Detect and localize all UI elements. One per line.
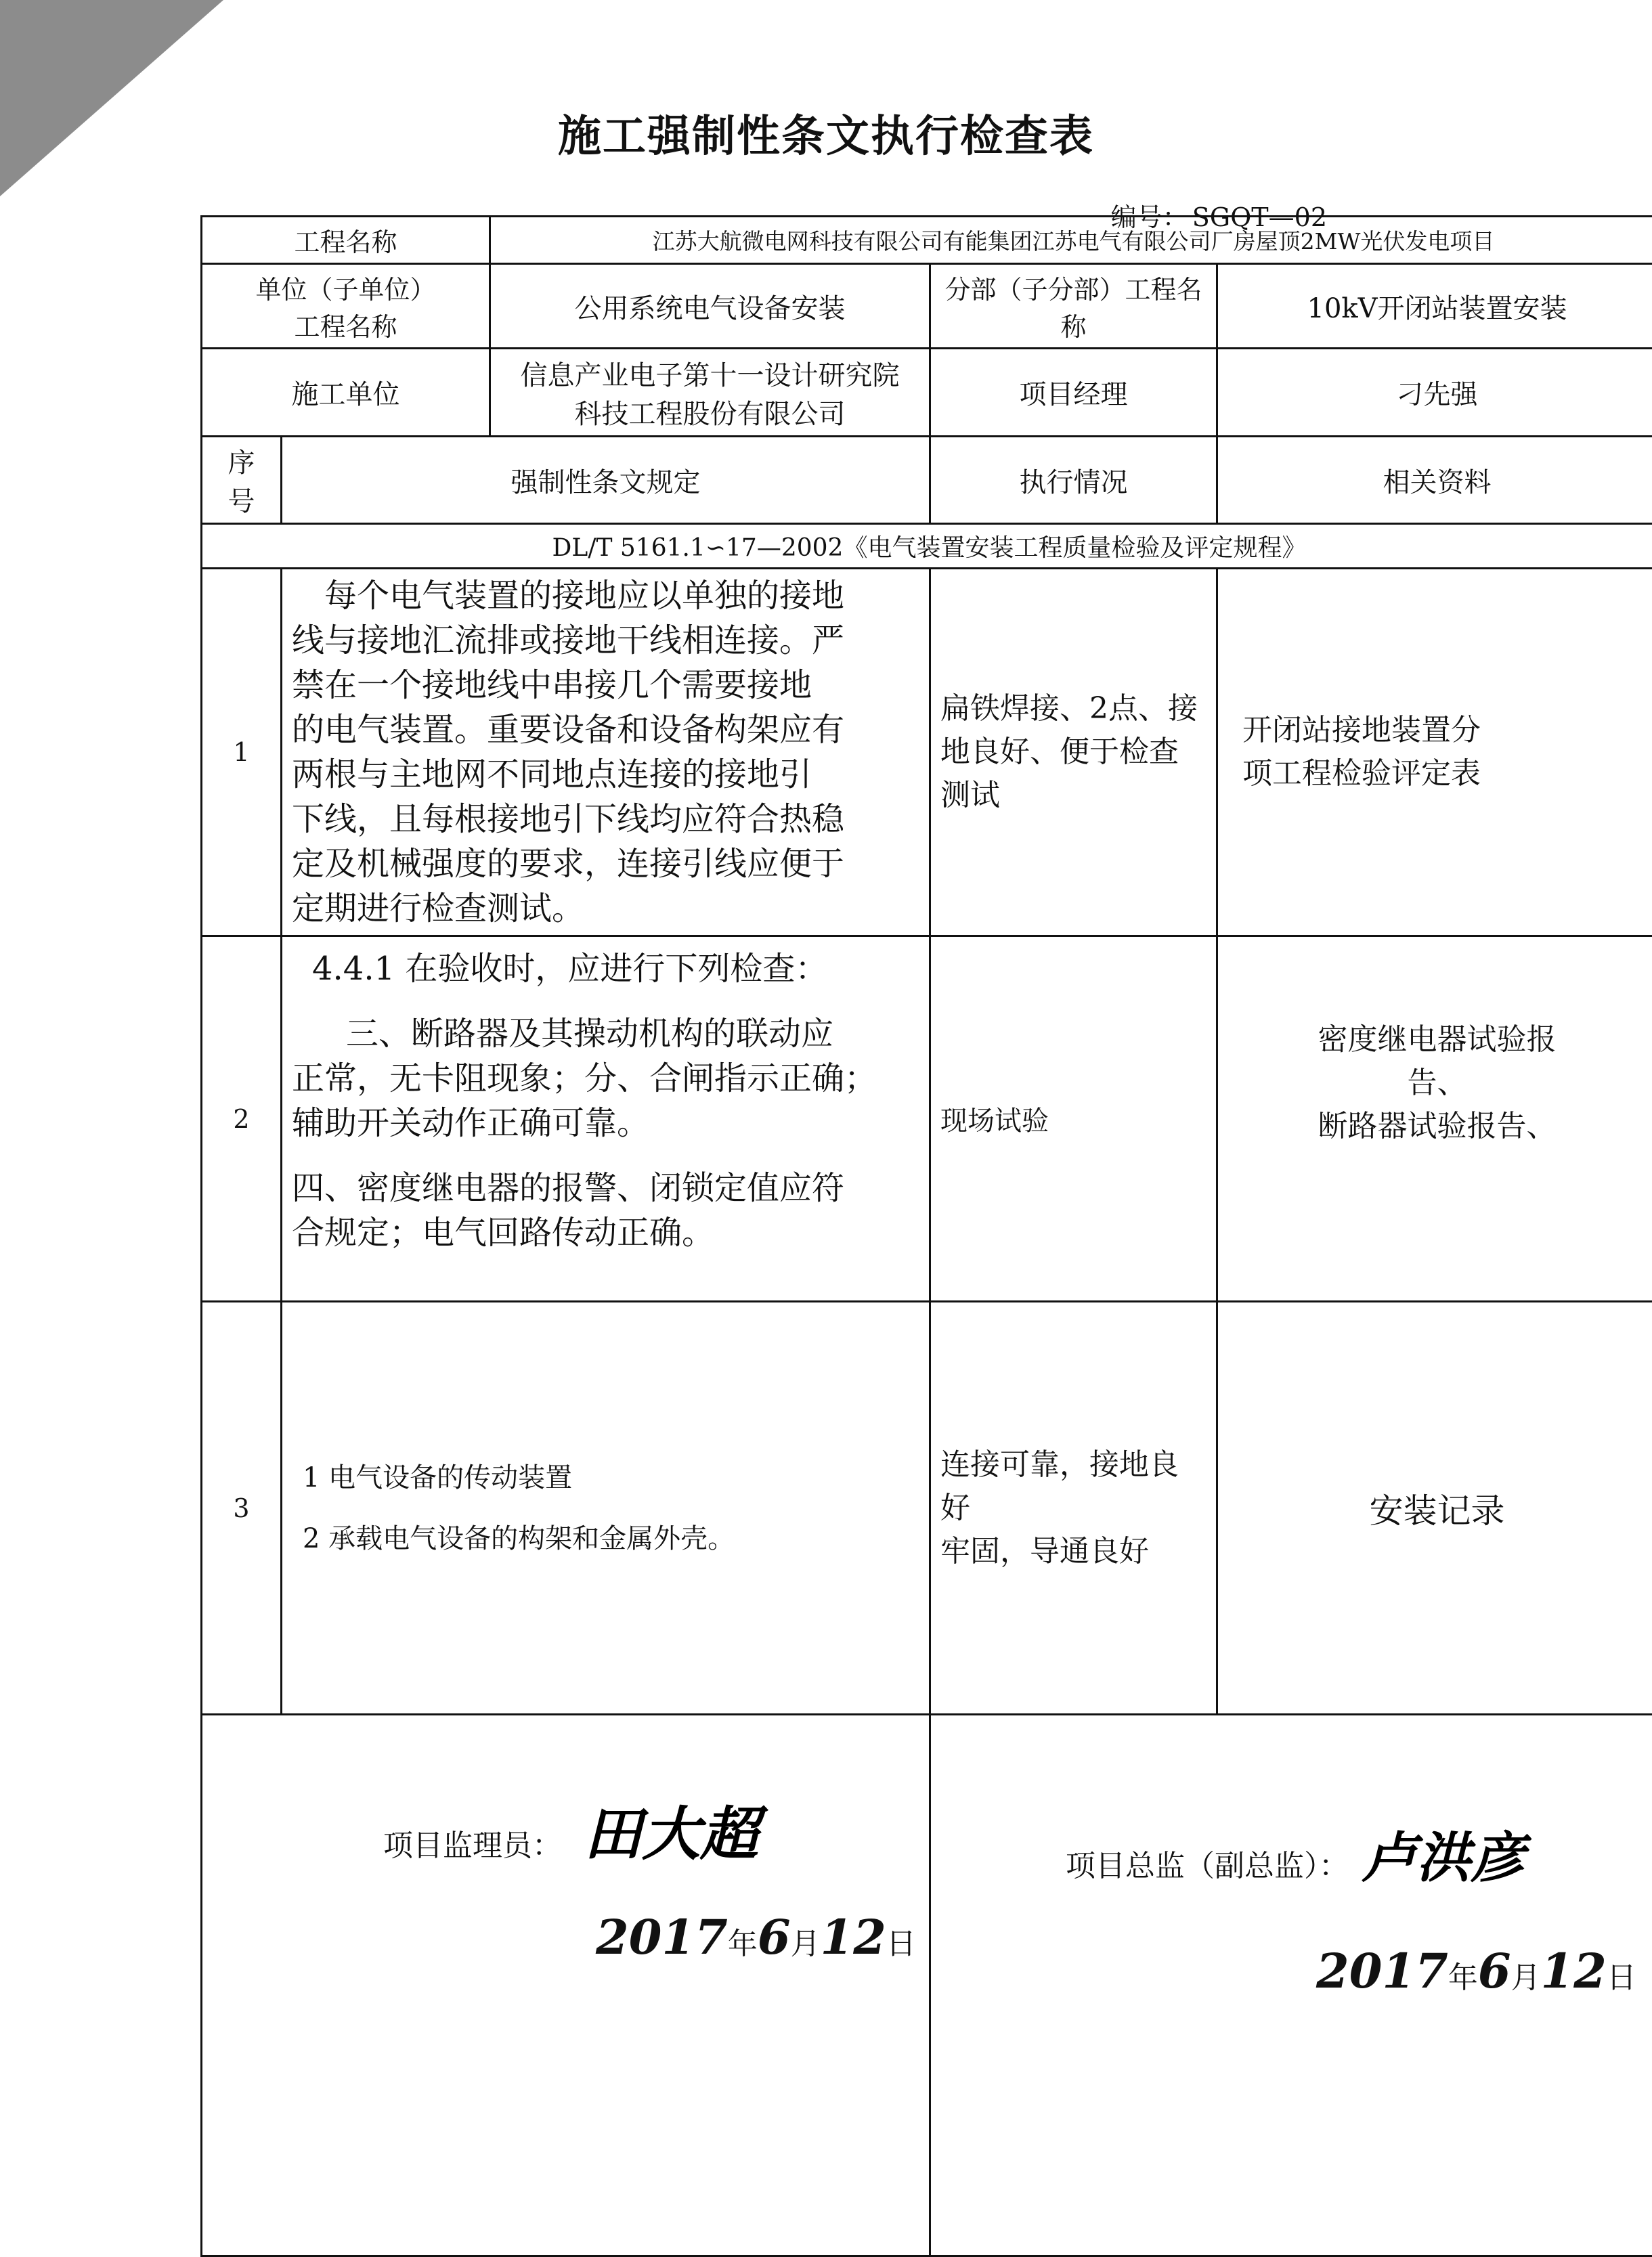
date-year: 2017 bbox=[596, 1909, 728, 1965]
rule-line: 1 电气设备的传动装置 bbox=[303, 1458, 919, 1498]
supervisor-cell bbox=[202, 1715, 930, 2256]
scan-shadow-corner bbox=[0, 0, 223, 196]
date-year-unit: 年 bbox=[1448, 1960, 1478, 1995]
date-month-unit: 月 bbox=[1511, 1960, 1541, 1995]
table-row bbox=[202, 936, 1652, 1302]
unit-name: 公用系统电气设备安装 bbox=[490, 264, 930, 349]
row-standard bbox=[202, 524, 1652, 569]
project-name-label: 工程名称 bbox=[202, 217, 490, 264]
table-row bbox=[202, 1302, 1652, 1715]
rule-line: 线与接地汇流排或接地干线相连接。严 bbox=[292, 618, 919, 663]
related-docs bbox=[1217, 936, 1652, 1302]
rule-text bbox=[282, 569, 930, 936]
row-number: 1 bbox=[202, 569, 282, 936]
docs-line: 断路器试验报告、 bbox=[1227, 1105, 1647, 1148]
rule-paragraph bbox=[292, 1166, 919, 1255]
docs-line: 告、 bbox=[1227, 1061, 1647, 1105]
exec-line: 牢固，导通良好 bbox=[940, 1530, 1207, 1573]
unit-label bbox=[202, 264, 490, 349]
exec-status bbox=[930, 1302, 1217, 1715]
builder-name-line2: 科技工程股份有限公司 bbox=[500, 393, 919, 431]
exec-line: 地良好、便于检查 bbox=[940, 730, 1207, 774]
builder-name bbox=[490, 349, 930, 437]
manager-label: 项目经理 bbox=[930, 349, 1217, 437]
table-row bbox=[202, 569, 1652, 936]
row-unit bbox=[202, 264, 1652, 349]
rule-text bbox=[282, 1302, 930, 1715]
row-column-headers bbox=[202, 437, 1652, 524]
related-docs: 安装记录 bbox=[1217, 1302, 1652, 1715]
row-builder bbox=[202, 349, 1652, 437]
col-no-header bbox=[202, 437, 282, 524]
unit-label-line2: 工程名称 bbox=[212, 306, 479, 343]
rule-line: 禁在一个接地线中串接几个需要接地 bbox=[292, 663, 919, 707]
exec-line: 扁铁焊接、2点、接 bbox=[940, 687, 1207, 730]
rule-line: 下线，且每根接地引下线均应符合热稳 bbox=[292, 797, 919, 841]
exec-status: 现场试验 bbox=[930, 936, 1217, 1302]
col-exec-header: 执行情况 bbox=[930, 437, 1217, 524]
date-day-unit: 日 bbox=[1607, 1960, 1636, 1995]
rule-line: 两根与主地网不同地点连接的接地引 bbox=[292, 752, 919, 797]
rule-line: 辅助开关动作正确可靠。 bbox=[292, 1101, 919, 1145]
exec-line: 测试 bbox=[940, 774, 1207, 817]
rule-line: 每个电气装置的接地应以单独的接地 bbox=[292, 573, 919, 618]
sub-label-line2: 称 bbox=[940, 306, 1207, 343]
project-name: 江苏大航微电网科技有限公司有能集团江苏电气有限公司厂房屋顶2MW光伏发电项目 bbox=[490, 217, 1652, 264]
col-docs-header: 相关资料 bbox=[1217, 437, 1652, 524]
col-rule-header: 强制性条文规定 bbox=[282, 437, 930, 524]
chief-label: 项目总监（副总监）： bbox=[1066, 1841, 1349, 1885]
rule-text bbox=[282, 936, 930, 1302]
rule-line: 三、断路器及其操动机构的联动应 bbox=[292, 1011, 919, 1056]
chief-signature: 卢洪彦 bbox=[1362, 1814, 1525, 1892]
date-month-unit: 月 bbox=[791, 1927, 821, 1961]
date-day-unit: 日 bbox=[886, 1927, 916, 1961]
unit-label-line1: 单位（子单位） bbox=[212, 269, 479, 306]
manager-name: 刁先强 bbox=[1217, 349, 1652, 437]
col-no-line2: 号 bbox=[212, 480, 271, 519]
rule-line: 定及机械强度的要求，连接引线应便于 bbox=[292, 841, 919, 886]
rule-line: 正常，无卡阻现象；分、合闸指示正确； bbox=[292, 1056, 919, 1101]
rule-line: 合规定；电气回路传动正确。 bbox=[292, 1210, 919, 1255]
date-month: 6 bbox=[758, 1909, 791, 1965]
rule-head: 4.4.1 在验收时，应进行下列检查： bbox=[292, 946, 919, 991]
builder-name-line1: 信息产业电子第十一设计研究院 bbox=[500, 354, 919, 393]
rule-line: 四、密度继电器的报警、闭锁定值应符 bbox=[292, 1166, 919, 1210]
date-year-unit: 年 bbox=[728, 1927, 758, 1961]
docs-line: 项工程检验评定表 bbox=[1242, 752, 1647, 795]
sub-name: 10kV开闭站装置安装 bbox=[1217, 264, 1652, 349]
sub-label-line1: 分部（子分部）工程名 bbox=[940, 269, 1207, 306]
builder-label: 施工单位 bbox=[202, 349, 490, 437]
exec-status bbox=[930, 569, 1217, 936]
supervisor-signature: 田大超 bbox=[584, 1787, 758, 1871]
docs-line: 开闭站接地装置分 bbox=[1242, 709, 1647, 752]
related-docs bbox=[1217, 569, 1652, 936]
date-day: 12 bbox=[1541, 1943, 1607, 1999]
chief-date bbox=[1316, 1943, 1636, 1999]
date-day: 12 bbox=[821, 1909, 886, 1965]
rule-line: 2 承载电气设备的构架和金属外壳。 bbox=[303, 1518, 919, 1559]
rule-line: 定期进行检查测试。 bbox=[292, 886, 919, 931]
rule-paragraph bbox=[292, 1011, 919, 1145]
row-project-name bbox=[202, 217, 1652, 264]
row-number: 2 bbox=[202, 936, 282, 1302]
date-month: 6 bbox=[1478, 1943, 1511, 1999]
doc-code-value: SGQT—02 bbox=[1192, 202, 1327, 232]
page-title: 施工强制性条文执行检查表 bbox=[0, 102, 1652, 164]
exec-line: 连接可靠，接地良好 bbox=[940, 1443, 1207, 1530]
col-no-line1: 序 bbox=[212, 441, 271, 480]
standard-reference: DL/T 5161.1∽17—2002《电气装置安装工程质量检验及评定规程》 bbox=[202, 524, 1652, 569]
doc-code-label: 编号： bbox=[1111, 202, 1188, 232]
docs-line: 密度继电器试验报 bbox=[1227, 1018, 1647, 1061]
date-year: 2017 bbox=[1316, 1943, 1448, 1999]
rule-line: 的电气装置。重要设备和设备构架应有 bbox=[292, 707, 919, 752]
sub-label bbox=[930, 264, 1217, 349]
supervisor-label: 项目监理员： bbox=[383, 1821, 562, 1864]
row-number: 3 bbox=[202, 1302, 282, 1715]
supervisor-date bbox=[596, 1909, 916, 1965]
